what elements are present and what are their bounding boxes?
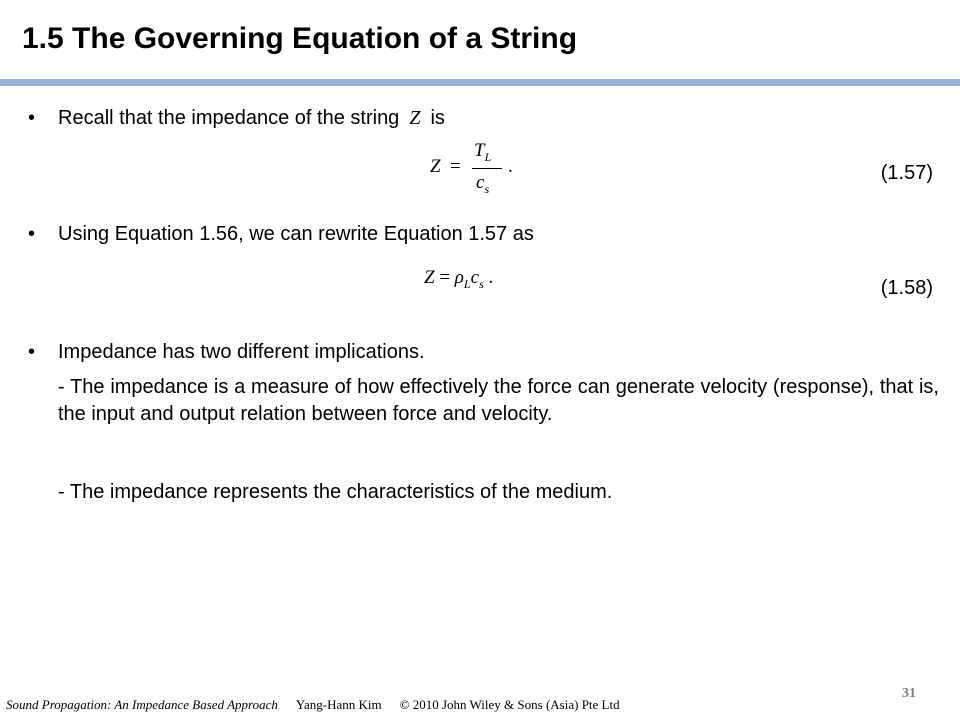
slide-title: 1.5 The Governing Equation of a String: [22, 22, 578, 55]
eq1-fraction-bar: [472, 168, 502, 169]
eq1-denominator: [476, 172, 489, 197]
eq2-equals: =: [439, 267, 451, 288]
eq2-period: .: [488, 267, 494, 288]
bullet-3-text: Impedance has two different implications.: [58, 341, 425, 363]
eq1-den-base: c: [476, 172, 485, 193]
footer-book-title: Sound Propagation: An Impedance Based Approach: [6, 697, 278, 712]
footer-copyright: © 2010 John Wiley & Sons (Asia) Pte Ltd: [399, 697, 620, 712]
eq1-equals: =: [450, 156, 461, 177]
eq1-num-sub: L: [484, 149, 492, 164]
eq2-lhs: Z: [424, 267, 435, 288]
eq1-den-sub: s: [484, 181, 490, 196]
bullet-2-text: Using Equation 1.56, we can rewrite Equation 1.57 as: [58, 223, 534, 245]
eq2-rho-sub: L: [463, 276, 471, 291]
eq1-lhs: Z: [430, 156, 441, 177]
bullet-1-text: Recall that the impedance of the string: [58, 107, 400, 129]
bullet-icon: •: [28, 107, 36, 129]
eq2-c-sub: s: [479, 276, 484, 291]
eq2-rho: ρ: [454, 267, 464, 288]
footer-author: Yang-Hann Kim: [295, 697, 382, 712]
page-number: 31: [902, 686, 916, 701]
eq1-period: .: [508, 156, 513, 177]
bullet-1-variable: Z: [409, 107, 421, 129]
bullet-2: [28, 222, 534, 246]
equation-number-1-58: (1.58): [880, 277, 933, 299]
footer: [6, 697, 620, 713]
eq1-num-base: T: [474, 140, 485, 161]
bullet-3: [28, 340, 425, 364]
eq1-numerator: [474, 140, 491, 165]
equation-number-1-57: (1.57): [880, 162, 933, 184]
title-underline: [0, 79, 960, 86]
sub-point-2: - The impedance represents the characteristics of the medium.: [58, 481, 613, 503]
equation-1-57: [428, 140, 538, 200]
bullet-icon: •: [28, 341, 36, 363]
bullet-1-text-end: is: [430, 107, 445, 129]
bullet-1: [28, 106, 445, 130]
eq2-c: c: [470, 267, 480, 288]
equation-1-58: [424, 267, 493, 292]
bullet-icon: •: [28, 223, 36, 245]
sub-point-1: - The impedance is a measure of how effectively the force can generate velocity (response), that is, the input and output relation between force and velocity.: [58, 376, 939, 425]
